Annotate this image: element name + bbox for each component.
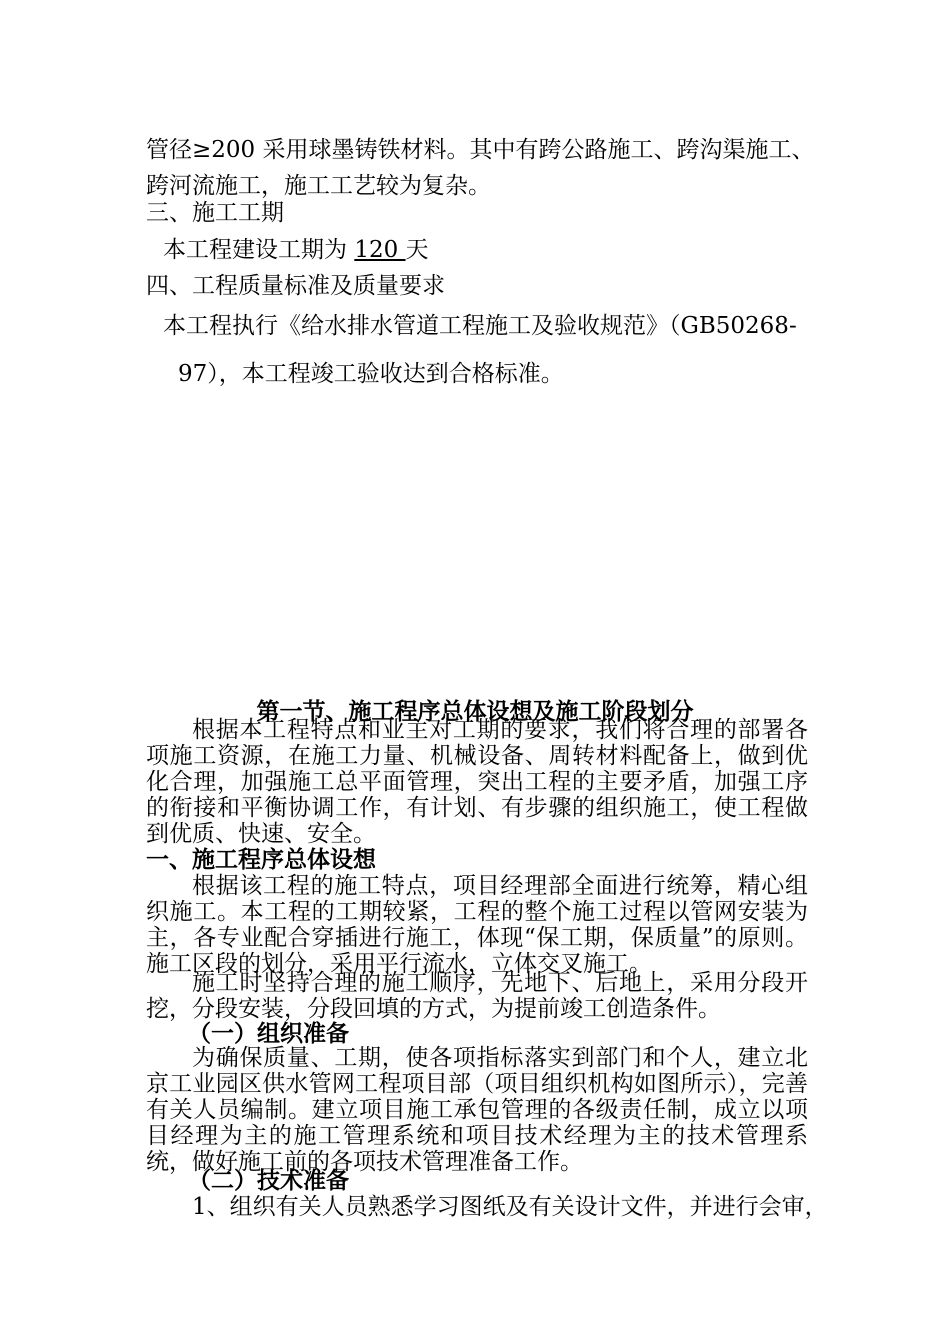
technical-prep-heading: （二）技术准备 bbox=[188, 1167, 349, 1194]
chapter-intro-paragraph: 根据本工程特点和业主对工期的要求，我们将合理的部署各项施工资源，在施工力量、机械设备、周转材料配备上，做到优化合理，加强施工总平面管理，突出工程的主要矛盾，加强工序的衔接和平衡协调工作，有计划、有步骤的组织施工，使工程做到优质、快速、安全。 bbox=[146, 717, 808, 847]
part-1-paragraph-1: 根据该工程的施工特点，项目经理部全面进行统筹，精心组织施工。本工程的工期较紧，工程的整个施工过程以管网安装为主，各专业配合穿插进行施工，体现“保工期，保质量”的原则。施工区段的划分，采用平行流水，立体交叉施工。 bbox=[146, 873, 808, 977]
section-3-heading: 三、施工工期 bbox=[146, 200, 284, 226]
part-1-paragraph-2: 施工时坚持合理的施工顺序，先地下、后地上，采用分段开挖，分段安装，分段回填的方式，为提前竣工创造条件。 bbox=[146, 970, 808, 1022]
organization-prep-paragraph: 为确保质量、工期，使各项指标落实到部门和个人，建立北京工业园区供水管网工程项目部（项目组织机构如图所示），完善有关人员编制。建立项目施工承包管理的各级责任制，成立以项目经理为主的施工管理系统和项目技术经理为主的技术管理系统，做好施工前的各项技术管理准备工作。 bbox=[146, 1045, 808, 1175]
intro-line-2: 跨河流施工，施工工艺较为复杂。 bbox=[146, 173, 491, 199]
construction-days-value: 120 bbox=[354, 237, 406, 263]
part-1-heading: 一、施工程序总体设想 bbox=[146, 846, 376, 873]
section-3-text-before: 本工程建设工期为 bbox=[163, 237, 355, 263]
technical-prep-item-1: 1、组织有关人员熟悉学习图纸及有关设计文件，并进行会审， bbox=[192, 1194, 828, 1220]
section-4-line-2: 97），本工程竣工验收达到合格标准。 bbox=[178, 361, 564, 387]
section-3-text-after: 天 bbox=[405, 237, 429, 263]
section-3-text bbox=[163, 237, 429, 263]
section-4-line-1: 本工程执行《给水排水管道工程施工及验收规范》（GB50268- bbox=[163, 313, 797, 339]
section-4-heading: 四、工程质量标准及质量要求 bbox=[146, 273, 445, 299]
intro-line-1: 管径≥200 采用球墨铸铁材料。其中有跨公路施工、跨沟渠施工、 bbox=[146, 137, 815, 163]
organization-prep-heading: （一）组织准备 bbox=[188, 1020, 349, 1047]
chapter-title: 第一节、施工程序总体设想及施工阶段划分 bbox=[256, 698, 694, 725]
